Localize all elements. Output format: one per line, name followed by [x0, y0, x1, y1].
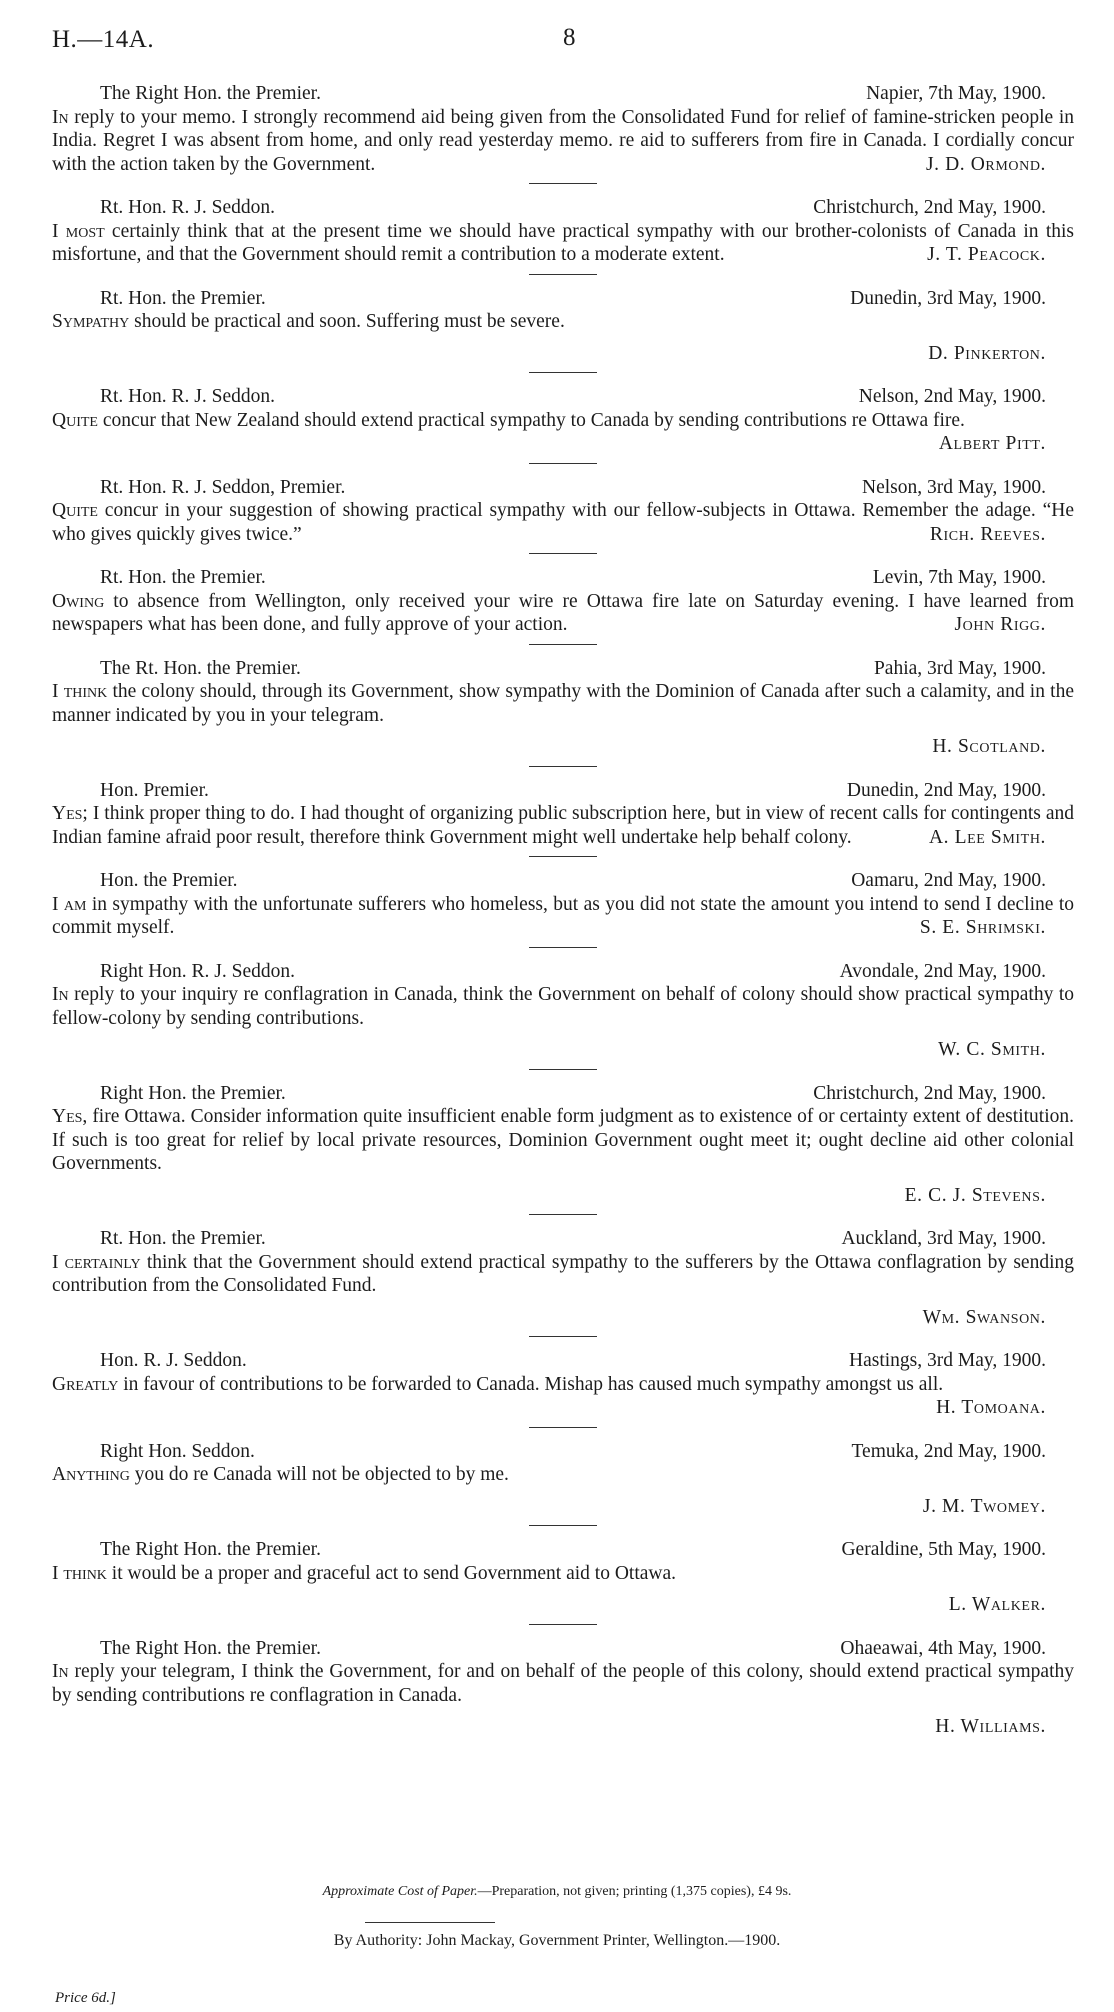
- letter-body: [52, 1463, 1074, 1487]
- letter-text: reply to your memo. I strongly recommend aid being given from the Consolidated Fund for relief of famine-stricken people in India. Regret I was absent from home, and only read yesterday memo. re aid to sufferers from fire in Canada. I cordially concur with the action taken by the Government.: [52, 106, 1074, 175]
- letter-body: [52, 590, 1074, 637]
- letter-entry: [52, 287, 1074, 374]
- letter-lead-word: In: [52, 984, 69, 1005]
- letter-lead-word: Greatly: [52, 1373, 119, 1395]
- letter-body: [52, 409, 1074, 456]
- letter-place-date: Napier, 7th May, 1900.: [866, 83, 1046, 104]
- letter-divider: [529, 1624, 597, 1625]
- letter-address-row: [52, 287, 1074, 311]
- letter-lead-word: I certainly: [52, 1251, 141, 1273]
- letter-signature: A. Lee Smith.: [928, 826, 1046, 848]
- letter-address-row: [52, 196, 1074, 220]
- letter-body: [52, 220, 1074, 267]
- letter-lead-word: I think: [52, 1562, 107, 1584]
- letter-signature: H. Scotland.: [932, 736, 1046, 757]
- letter-lead-word: Quite: [52, 500, 98, 521]
- letter-entry: [52, 1349, 1074, 1428]
- letter-signature: Albert Pitt.: [938, 433, 1046, 454]
- letter-place-date: Dunedin, 2nd May, 1900.: [846, 779, 1046, 801]
- letter-place-date: Christchurch, 2nd May, 1900.: [813, 1082, 1046, 1104]
- letter-lead-word: Anything: [52, 1464, 130, 1485]
- price-note: Price 6d.]: [55, 1990, 116, 2006]
- letter-body: [52, 1105, 1074, 1176]
- letter-text: concur in your suggestion of showing practical sympathy with our fellow-subjects in Ottawa. Remember the adage. “He who gives quickly gives twice.”: [52, 500, 1074, 545]
- letter-addressee: Rt. Hon. R. J. Seddon, Premier.: [100, 476, 346, 498]
- letter-place-date: Pahia, 3rd May, 1900.: [873, 657, 1046, 679]
- letter-addressee: Rt. Hon. the Premier.: [100, 567, 266, 588]
- letter-text: reply to your inquiry re conflagration in Canada, think the Government on behalf of colony should show practical sympathy to fellow-colony by sending contributions.: [52, 984, 1074, 1029]
- letter-text: reply your telegram, I think the Government, for and on behalf of the people of this colony, should extend practical sympathy by sending contributions re conflagration in Canada.: [52, 1661, 1074, 1706]
- letter-signature-line: [52, 1184, 1074, 1208]
- letter-entry: [52, 960, 1074, 1070]
- letter-signature: Rich. Reeves.: [929, 523, 1046, 545]
- document-reference: H.—14A.: [52, 26, 155, 53]
- letter-entry: [52, 1082, 1074, 1216]
- letter-body: [52, 680, 1074, 727]
- letter-signature: H. Tomoana.: [936, 1397, 1046, 1418]
- letter-address-row: [52, 1637, 1074, 1661]
- letter-divider: [529, 1336, 597, 1337]
- letter-body: [52, 1660, 1074, 1707]
- letter-place-date: Temuka, 2nd May, 1900.: [851, 1440, 1046, 1462]
- letter-entry: [52, 1637, 1074, 1739]
- letter-text: should be practical and soon. Suffering must be severe.: [129, 311, 565, 332]
- letter-body: [52, 106, 1074, 177]
- letter-address-row: [52, 1227, 1074, 1251]
- letter-lead-word: Sympathy: [52, 311, 130, 332]
- letter-address-row: [52, 566, 1074, 590]
- letter-place-date: Nelson, 2nd May, 1900.: [858, 386, 1046, 407]
- letter-addressee: Right Hon. the Premier.: [100, 1082, 286, 1104]
- letter-divider: [529, 1525, 597, 1526]
- letter-signature: J. D. Ormond.: [925, 153, 1046, 175]
- letter-text: to absence from Wellington, only received your wire re Ottawa fire late on Saturday evening. I have learned from newspapers what has been done, and fully approve of your action.: [52, 590, 1074, 635]
- letter-place-date: Oamaru, 2nd May, 1900.: [851, 870, 1046, 891]
- letter-signature: John Rigg.: [954, 614, 1046, 635]
- letter-address-row: [52, 1538, 1074, 1562]
- letter-signature: Wm. Swanson.: [922, 1306, 1046, 1328]
- letter-divider: [529, 372, 597, 373]
- letter-body: [52, 1562, 1074, 1586]
- letter-entry: [52, 82, 1074, 184]
- letter-addressee: Hon. the Premier.: [100, 870, 238, 891]
- letter-place-date: Hastings, 3rd May, 1900.: [849, 1350, 1046, 1371]
- letter-signature-line: [52, 1495, 1074, 1519]
- letter-lead-word: Quite: [52, 409, 98, 431]
- letter-place-date: Levin, 7th May, 1900.: [872, 567, 1046, 588]
- letter-signature: D. Pinkerton.: [928, 342, 1046, 364]
- letter-signature-line: [52, 342, 1074, 366]
- letter-signature: L. Walker.: [948, 1594, 1046, 1615]
- letter-lead-word: I think: [52, 681, 108, 702]
- letter-address-row: [52, 82, 1074, 106]
- letter-addressee: The Right Hon. the Premier.: [100, 1637, 321, 1659]
- letter-text: ; I think proper thing to do. I had thought of organizing public subscription here, but in view of recent calls for contingents and Indian famine afraid poor result, therefore think Government might well undertake help behalf colony.: [52, 803, 1074, 848]
- letter-divider: [529, 856, 597, 857]
- letter-divider: [529, 1214, 597, 1215]
- letter-address-row: [52, 960, 1074, 984]
- letter-addressee: Hon. Premier.: [100, 779, 209, 801]
- letter-text: you do re Canada will not be objected to by me.: [129, 1464, 509, 1485]
- letter-lead-word: Yes: [52, 803, 83, 824]
- letter-lead-word: I most: [52, 220, 105, 242]
- printer-authority: By Authority: John Mackay, Government Printer, Wellington.—1900.: [333, 1932, 781, 1949]
- letter-signature: E. C. J. Stevens.: [904, 1184, 1046, 1206]
- letter-divider: [529, 274, 597, 275]
- letter-signature: H. Williams.: [935, 1716, 1046, 1737]
- letter-addressee: The Rt. Hon. the Premier.: [100, 657, 301, 679]
- letter-divider: [529, 947, 597, 948]
- letter-entry: [52, 1440, 1074, 1527]
- footer-divider: [365, 1922, 495, 1923]
- letter-body: [52, 310, 1074, 334]
- letter-divider: [529, 553, 597, 554]
- letter-place-date: Geraldine, 5th May, 1900.: [841, 1539, 1046, 1560]
- letter-address-row: [52, 385, 1074, 409]
- letter-body: [52, 983, 1074, 1030]
- letter-addressee: Rt. Hon. R. J. Seddon.: [100, 386, 275, 407]
- letter-text: in favour of contributions to be forwarded to Canada. Mishap has caused much sympathy amongst us all.: [118, 1373, 944, 1395]
- letter-addressee: Right Hon. R. J. Seddon.: [100, 960, 296, 982]
- letter-text: it would be a proper and graceful act to send Government aid to Ottawa.: [106, 1562, 677, 1584]
- letter-address-row: [52, 1440, 1074, 1464]
- letter-addressee: Hon. R. J. Seddon.: [100, 1350, 247, 1371]
- letter-place-date: Ohaeawai, 4th May, 1900.: [840, 1637, 1046, 1659]
- letter-divider: [529, 1069, 597, 1070]
- letter-entry: [52, 1538, 1074, 1625]
- letter-divider: [529, 766, 597, 767]
- letter-signature: J. T. Peacock.: [927, 244, 1046, 265]
- letter-body: [52, 893, 1074, 940]
- letter-body: [52, 499, 1074, 546]
- letter-text: certainly think that at the present time we should have practical sympathy with our brother-colonists of Canada in this misfortune, and that the Government should remit a contribution to a moderate extent.: [52, 220, 1074, 265]
- letter-lead-word: Yes: [52, 1106, 83, 1127]
- letter-signature: J. M. Twomey.: [922, 1495, 1046, 1517]
- letter-address-row: [52, 779, 1074, 803]
- letter-lead-word: In: [52, 1661, 69, 1682]
- letter-lead-word: I am: [52, 893, 87, 915]
- letter-signature-line: [52, 1593, 1074, 1617]
- letter-signature-line: [52, 1038, 1074, 1062]
- letter-address-row: [52, 1349, 1074, 1373]
- letter-signature: W. C. Smith.: [938, 1039, 1046, 1060]
- letter-entry: [52, 657, 1074, 767]
- letter-place-date: Dunedin, 3rd May, 1900.: [850, 287, 1046, 309]
- letter-divider: [529, 1427, 597, 1428]
- letter-place-date: Avondale, 2nd May, 1900.: [839, 960, 1046, 982]
- letter-lead-word: In: [52, 106, 69, 128]
- letter-signature: S. E. Shrimski.: [919, 917, 1046, 938]
- letter-place-date: Nelson, 3rd May, 1900.: [862, 476, 1046, 498]
- letter-signature-line: [52, 1715, 1074, 1739]
- letter-addressee: Rt. Hon. the Premier.: [100, 287, 266, 309]
- letter-text: the colony should, through its Government, show sympathy with the Dominion of Canada after such a calamity, and in the manner indicated by you in your telegram.: [52, 681, 1074, 726]
- letter-body: [52, 1251, 1074, 1298]
- letter-place-date: Christchurch, 2nd May, 1900.: [813, 197, 1046, 218]
- letter-entry: [52, 779, 1074, 858]
- letter-signature-line: [52, 1306, 1074, 1330]
- letter-body: [52, 802, 1074, 849]
- cost-of-paper: [0, 1884, 1114, 1900]
- cost-text: —Preparation, not given; printing (1,375 copies), £4 9s.: [477, 1884, 792, 1899]
- letter-entry: [52, 476, 1074, 555]
- letter-signature-line: [52, 735, 1074, 759]
- letter-place-date: Auckland, 3rd May, 1900.: [841, 1228, 1046, 1249]
- letter-address-row: [52, 657, 1074, 681]
- letter-text: concur that New Zealand should extend practical sympathy to Canada by sending contributions re Ottawa fire.: [97, 409, 965, 431]
- letter-entry: [52, 566, 1074, 645]
- letter-address-row: [52, 869, 1074, 893]
- letter-lead-word: Owing: [52, 590, 105, 612]
- letter-text: think that the Government should extend practical sympathy to the sufferers by the Ottawa conflagration by sending contribution from the Consolidated Fund.: [52, 1251, 1074, 1296]
- letter-entry: [52, 1227, 1074, 1337]
- letter-addressee: The Right Hon. the Premier.: [100, 83, 321, 104]
- letter-text: in sympathy with the unfortunate sufferers who homeless, but as you did not state the amount you intend to send I decline to commit myself.: [52, 893, 1074, 938]
- cost-label: Approximate Cost of Paper.: [322, 1884, 478, 1899]
- letter-divider: [529, 183, 597, 184]
- letters-list: [52, 82, 1074, 1746]
- letter-divider: [529, 644, 597, 645]
- letter-divider: [529, 463, 597, 464]
- letter-address-row: [52, 476, 1074, 500]
- page-number: 8: [563, 24, 576, 51]
- letter-address-row: [52, 1082, 1074, 1106]
- letter-body: [52, 1373, 1074, 1420]
- letter-text: , fire Ottawa. Consider information quite insufficient enable form judgment as to existence of or certainty extent of destitution. If such is too great for relief by local private resources, Dominion Government ought meet it; ought decline aid other colonial Governments.: [52, 1106, 1074, 1174]
- letter-entry: [52, 869, 1074, 948]
- letter-addressee: Rt. Hon. the Premier.: [100, 1228, 266, 1249]
- letter-addressee: Right Hon. Seddon.: [100, 1440, 255, 1462]
- letter-entry: [52, 196, 1074, 275]
- letter-entry: [52, 385, 1074, 464]
- letter-addressee: The Right Hon. the Premier.: [100, 1539, 321, 1560]
- letter-addressee: Rt. Hon. R. J. Seddon.: [100, 197, 275, 218]
